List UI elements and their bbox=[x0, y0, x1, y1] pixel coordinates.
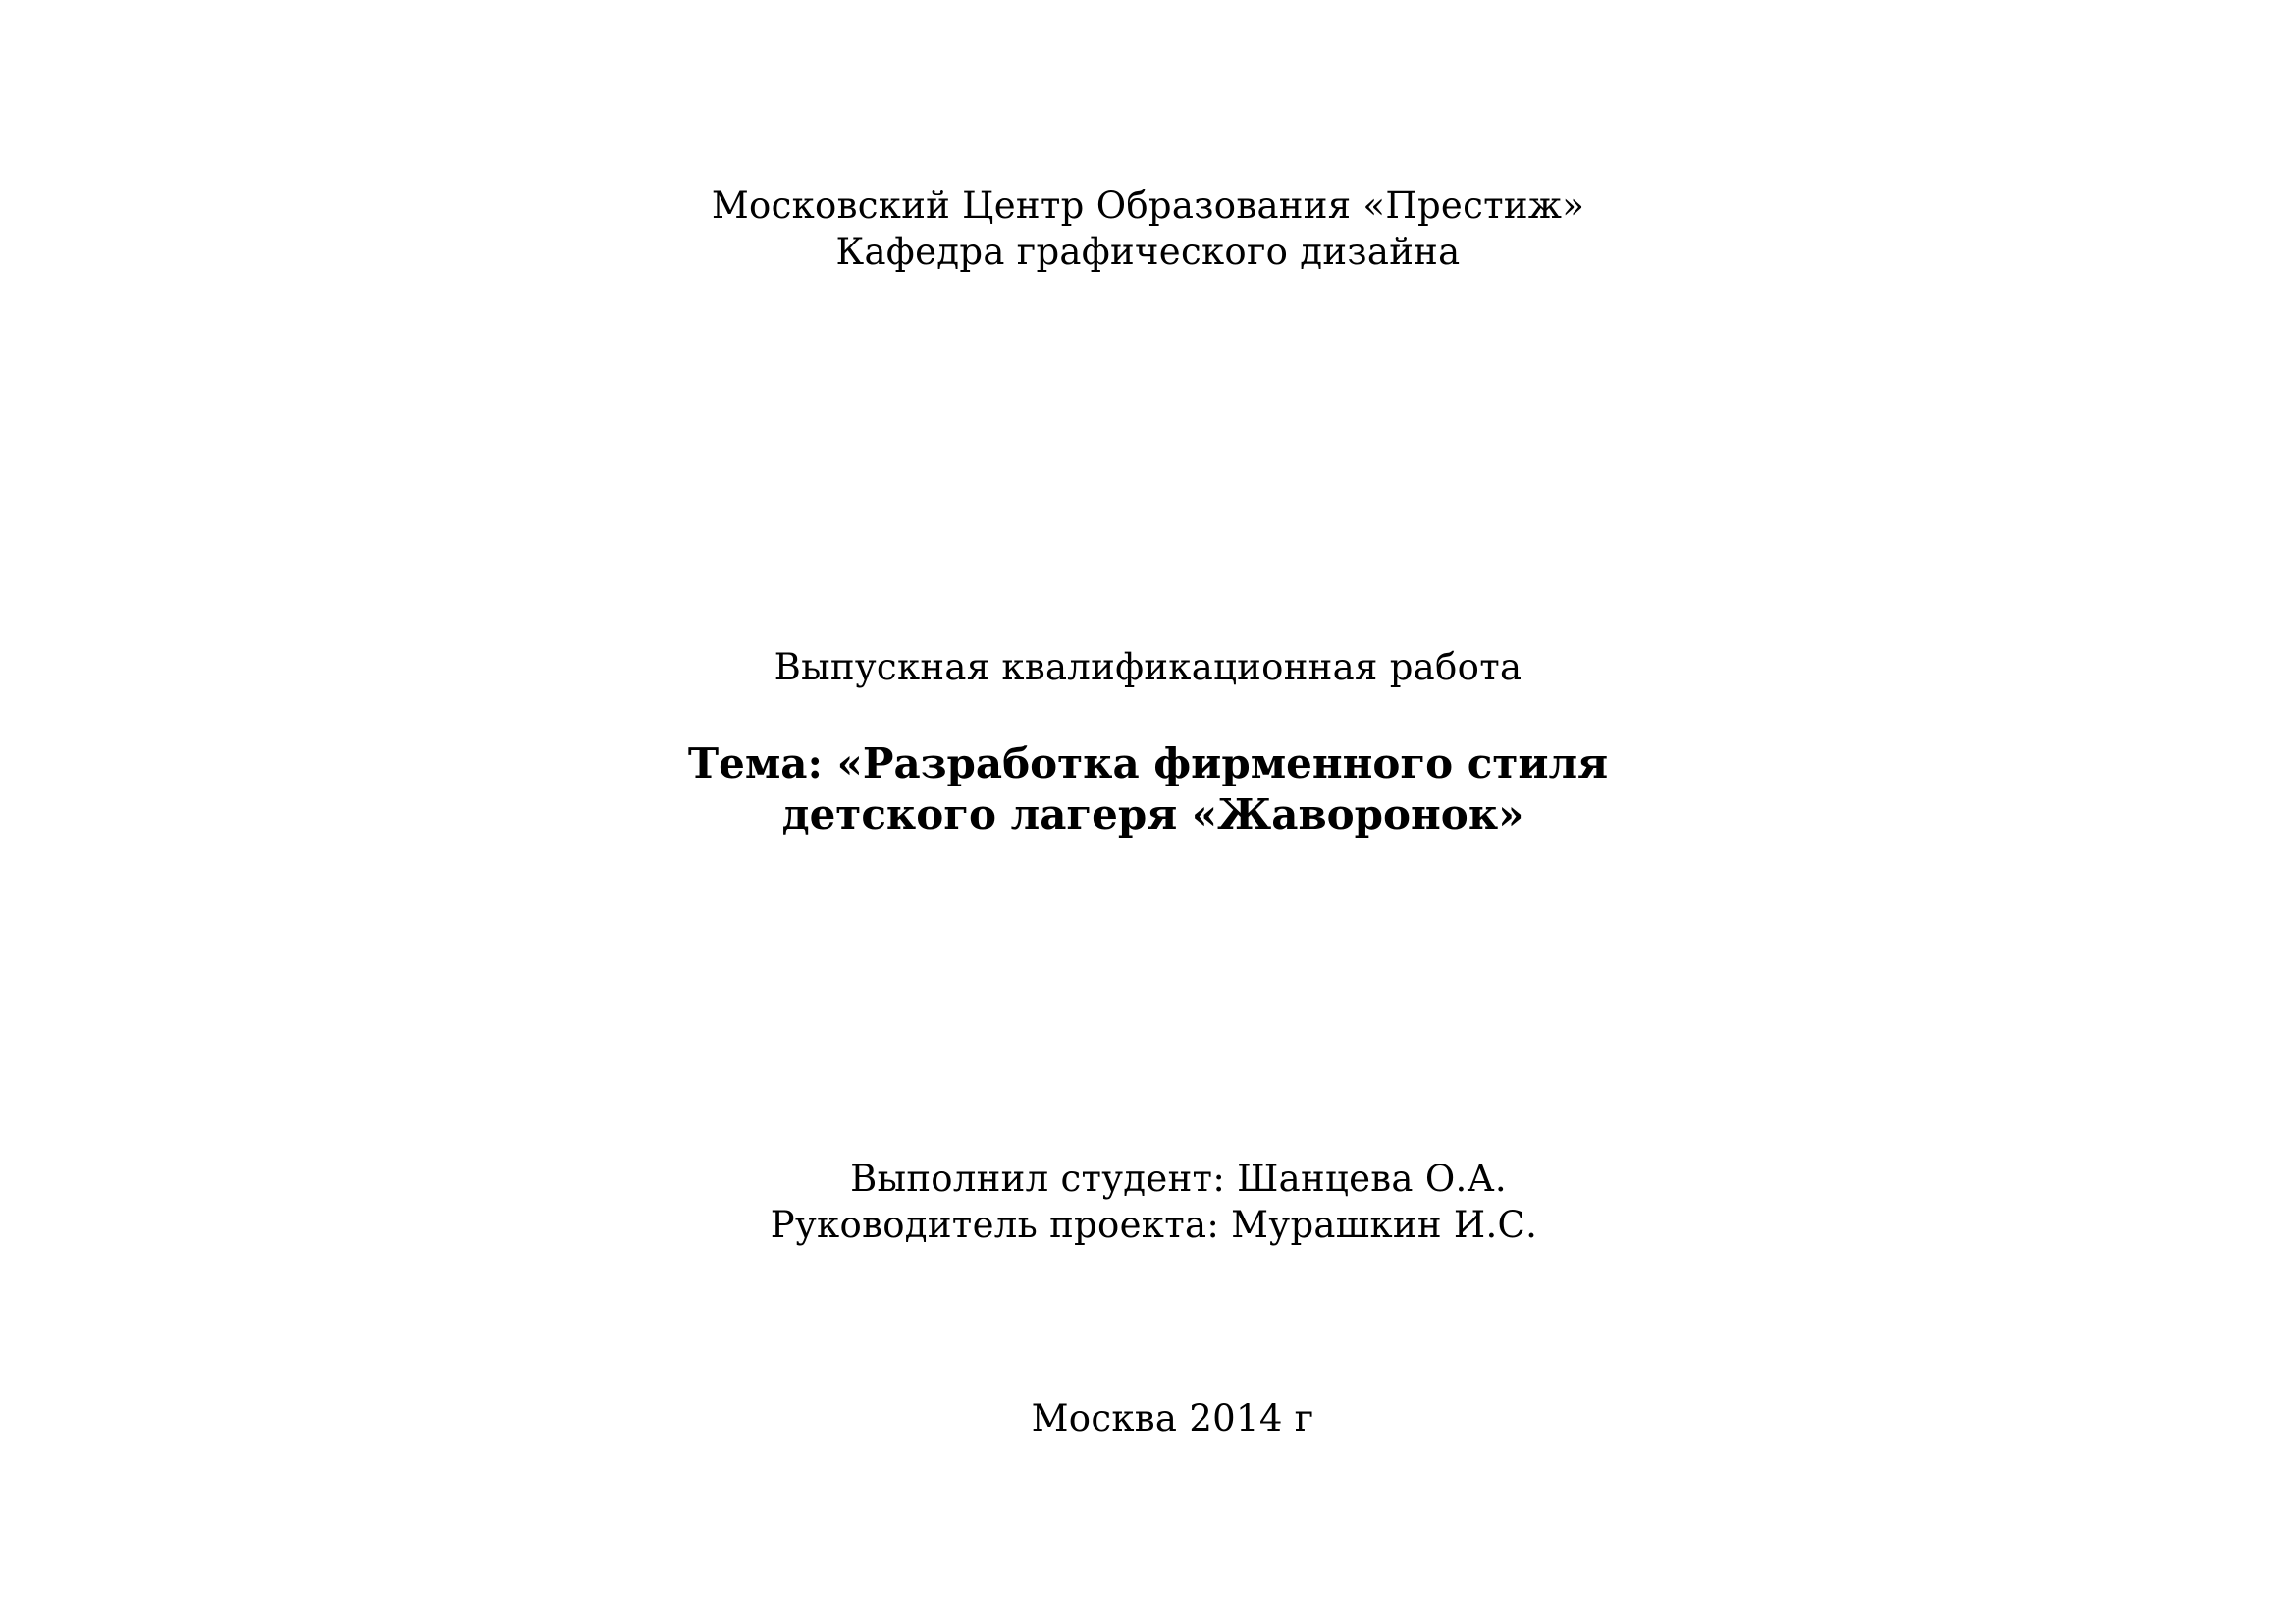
thesis-theme bbox=[0, 738, 2296, 840]
institution-header bbox=[0, 183, 2296, 275]
city-year-label: Москва 2014 г bbox=[1031, 1397, 1314, 1439]
authors-block bbox=[0, 1156, 2296, 1248]
theme-line-1: Тема: «Разработка фирменного стиля bbox=[687, 739, 1609, 787]
institution-name: Московский Центр Образования «Престиж» bbox=[711, 185, 1585, 227]
student-line: Выполнил студент: Шанцева О.А. bbox=[850, 1158, 1507, 1200]
supervisor-line: Руководитель проекта: Мурашкин И.С. bbox=[770, 1204, 1538, 1246]
work-type bbox=[0, 644, 2296, 690]
department-name: Кафедра графического дизайна bbox=[835, 231, 1461, 273]
city-year bbox=[0, 1395, 2296, 1441]
work-type-label: Выпускная квалификационная работа bbox=[774, 646, 1522, 688]
theme-line-2: детского лагеря «Жаворонок» bbox=[781, 790, 1524, 839]
